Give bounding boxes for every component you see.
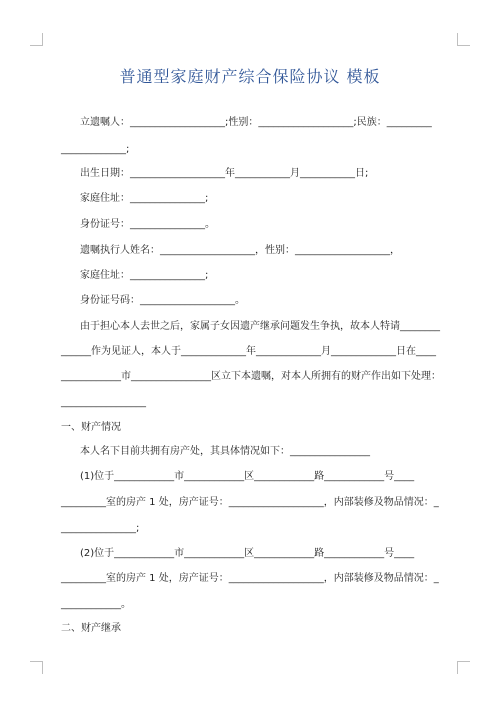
text-line-paragraph-3: ____________市________________区立下本遗嘱，对本人所拥有的财产作出如下处理： [61, 371, 441, 382]
text-line-executor-address: 家庭住址：_______________; [80, 270, 209, 281]
section-heading-property: 一、财产情况 [61, 422, 121, 433]
crop-mark-bottom-right [457, 661, 470, 674]
text-line-paragraph-4: _________________ [61, 397, 146, 408]
document-title: 普通型家庭财产综合保险协议 模板 [119, 67, 381, 86]
text-line-paragraph-1: 由于担心本人去世之后，家属子女因遗产继承问题发生争执，故本人特请________ [80, 321, 440, 332]
section-heading-inheritance: 二、财产继承 [61, 623, 121, 634]
text-line-property-2-cert: _________室的房产 1 处，房产证号：___________________，内部装修及物品情况：_ [61, 573, 439, 584]
text-line-id-number: 身份证号：_______________。 [80, 219, 215, 230]
text-line-property-intro: 本人名下目前共拥有房产处，其具体情况如下：________________ [80, 446, 370, 457]
text-line-executor: 遗嘱执行人姓名：___________________，性别：___________________， [80, 245, 400, 256]
text-line-property-2-location: (2)位于____________市____________区____________路____________号____ [80, 548, 415, 559]
crop-mark-bottom-left [30, 661, 43, 674]
text-line-property-1-cert: _________室的房产 1 处，房产证号：___________________，内部装修及物品情况：_ [61, 497, 439, 508]
text-line-property-2-end: ____________。 [61, 599, 131, 610]
text-line-property-1-end: _______________; [61, 523, 140, 534]
text-line-executor-id: 身份证号码：___________________。 [80, 295, 245, 306]
text-line-birth-date: 出生日期：___________________年___________月___________日; [80, 168, 369, 179]
text-line-paragraph-2: ______作为见证人，本人于_____________年_____________月_____________日在____ [61, 346, 436, 357]
text-line-property-1-location: (1)位于____________市____________区____________路____________号____ [80, 471, 415, 482]
text-line-testator-cont: _____________; [61, 144, 130, 155]
text-line-home-address: 家庭住址：_______________; [80, 193, 209, 204]
crop-mark-top-right [457, 33, 470, 46]
crop-mark-top-left [30, 33, 43, 46]
text-line-testator: 立遗嘱人：___________________;性别：___________________;民族：_________ [80, 117, 432, 128]
